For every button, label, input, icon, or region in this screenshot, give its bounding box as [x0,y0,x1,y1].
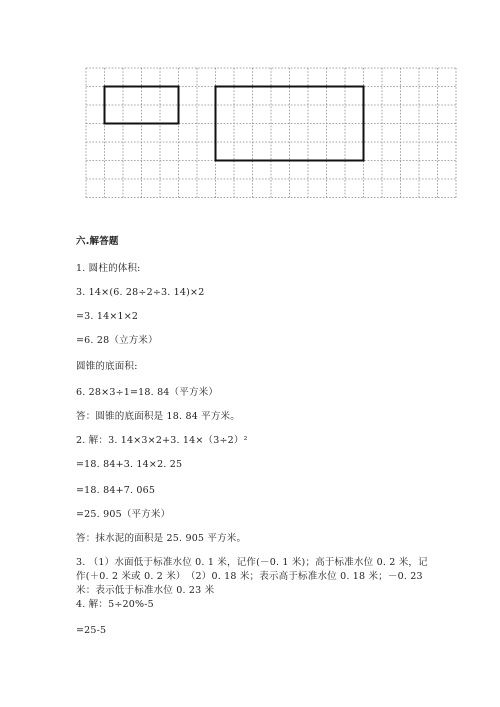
answer-line: 1. 圆柱的体积: [76,263,141,274]
answer-line: 答：圆锥的底面积是 18. 84 平方米。 [76,411,240,422]
answer-line: =6. 28（立方米） [76,335,158,346]
section-heading: 六.解答题 [76,236,119,247]
answer-line: 答：抹水泥的面积是 25. 905 平方米。 [76,533,247,544]
answer-line: =25. 905（平方米） [76,509,171,520]
answer-line: =25-5 [76,625,107,636]
answer-line: 4. 解：5÷20%-5 [76,599,154,610]
answer-line: 3. 14×(6. 28÷2÷3. 14)×2 [76,287,205,298]
answer-line: =18. 84+3. 14×2. 25 [76,459,183,470]
answer-line: 2. 解：3. 14×3×2+3. 14×（3÷2）² [76,435,248,446]
answer-line: 圆锥的底面积: [76,361,138,372]
answer-line: 米：表示低于标准水位 0. 23 米 [76,585,215,596]
grid-figure [0,0,500,215]
answer-line: 作(＋0. 2 米或 0. 2 米） （2）0. 18 米；表示高于标准水位 0. 18 米；－0. 23 [76,571,423,582]
answer-line: =18. 84+7. 065 [76,485,156,496]
answer-line: 6. 28×3÷1=18. 84（平方米） [76,387,219,398]
answer-line: 3. （1）水面低于标准水位 0. 1 米，记作(－0. 1 米)；高于标准水位 0. 2 米，记 [76,557,428,568]
answer-line: =3. 14×1×2 [76,311,139,322]
